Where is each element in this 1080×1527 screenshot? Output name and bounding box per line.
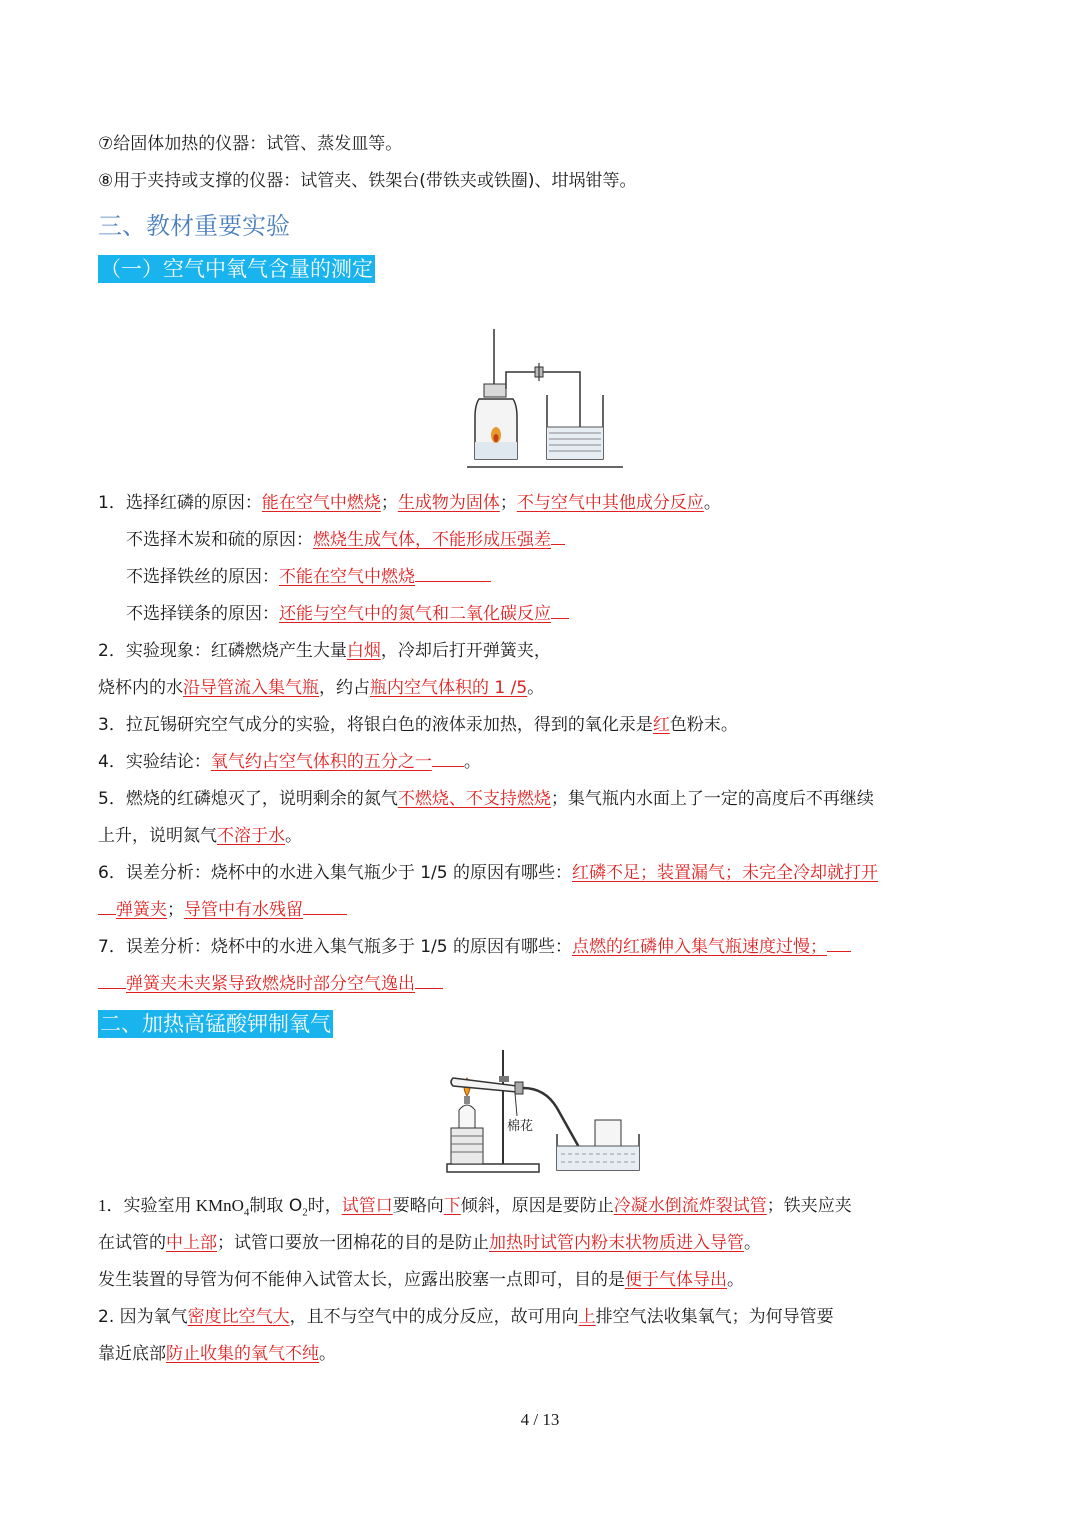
answer-spring-clip: 弹簧夹 <box>116 900 167 920</box>
phosphorus-apparatus-figure <box>465 327 625 472</box>
instrument-item-8: ⑧用于夹持或支撑的仪器：试管夹、铁架台(带铁夹或铁圈)、坩埚钳等。 <box>98 171 637 191</box>
answer-upper-middle: 中上部 <box>166 1233 217 1253</box>
subsection-title-kmno4: 二、加热高锰酸钾制氧气 <box>100 1012 331 1036</box>
answer-no-combustion: 不燃烧、不支持燃烧 <box>397 789 551 809</box>
answer-gas-export: 便于气体导出 <box>625 1270 727 1290</box>
q5-nitrogen-properties: 5．燃烧的红磷熄灭了，说明剩余的氮气不燃烧、不支持燃烧；集气瓶内水面上了一定的高度后不再继续 <box>98 789 874 809</box>
answer-clip-not-tight: 弹簧夹未夹紧导致燃烧时部分空气逸出 <box>126 974 415 994</box>
kmno4-q1: 1．实验室用 KMnO$_4$制取 $O_2$时，试管口要略向下倾斜，原因是要防止冷凝水倒流炸裂试管；铁夹应夹 <box>98 1196 852 1219</box>
section-heading: 三、教材重要实验 <box>98 212 290 240</box>
answer-water-residue: 导管中有水残留 <box>184 900 303 920</box>
answer-denser-than-air: 密度比空气大 <box>187 1307 290 1327</box>
q2-phenomenon: 2．实验现象：红磷燃烧产生大量白烟，冷却后打开弹簧夹， <box>98 641 551 661</box>
subsection-title-oxygen-content: （一）空气中氧气含量的测定 <box>100 257 373 281</box>
q6-error-less-cont: 弹簧夹；导管中有水残留 <box>98 898 347 922</box>
answer-slow-insertion: 点燃的红磷伸入集气瓶速度过慢； <box>571 937 827 957</box>
answer-reacts-n2-co2: 还能与空气中的氮气和二氧化碳反应 <box>279 604 551 624</box>
q6-error-less: 6．误差分析：烧杯中的水进入集气瓶少于 1/5 的原因有哪些：红磷不足；装置漏气；未完全冷却就打开 <box>98 863 878 883</box>
q7-error-more-cont <box>98 972 443 996</box>
q4-conclusion: 4．实验结论：氧气约占空气体积的五分之一 。 <box>98 752 481 772</box>
q1-red-phosphorus-reason: 1．选择红磷的原因：能在空气中燃烧；生成物为固体；不与空气中其他成分反应。 <box>98 493 721 513</box>
q7-error-more: 7．误差分析：烧杯中的水进入集气瓶多于 1/5 的原因有哪些：点燃的红磷伸入集气瓶速度过慢； <box>98 935 851 959</box>
answer-powder-enters-tube: 加热时试管内粉末状物质进入导管 <box>489 1233 744 1253</box>
answer-white-smoke: 白烟 <box>346 641 381 661</box>
answer-condensate: 冷凝水倒流炸裂试管 <box>613 1196 767 1216</box>
answer-insoluble: 不溶于水 <box>217 826 285 846</box>
answer-one-fifth: 瓶内空气体积的 1 /5 <box>370 678 528 698</box>
kmno4-q2-bottom: 靠近底部防止收集的氧气不纯。 <box>98 1344 336 1364</box>
answer-tube-mouth: 试管口 <box>341 1196 393 1216</box>
answer-oxygen-fifth: 氧气约占空气体积的五分之一 <box>210 752 432 772</box>
q5-nitrogen-solubility: 上升，说明氮气不溶于水。 <box>98 826 302 846</box>
q1-iron-wire-reason: 不选择铁丝的原因：不能在空气中燃烧 <box>126 565 491 589</box>
answer-burns-in-air: 能在空气中燃烧 <box>261 493 381 513</box>
answer-purity: 防止收集的氧气不纯 <box>166 1344 319 1364</box>
answer-no-reaction-other: 不与空气中其他成分反应 <box>516 493 704 513</box>
answer-solid-product: 生成物为固体 <box>397 493 500 513</box>
answer-down: 下 <box>443 1196 461 1216</box>
q3-lavoisier: 3．拉瓦锡研究空气成分的实验，将银白色的液体汞加热，得到的氧化汞是红色粉末。 <box>98 715 738 735</box>
kmno4-q1-tube-length: 发生装置的导管为何不能伸入试管太长，应露出胶塞一点即可，目的是便于气体导出。 <box>98 1270 744 1290</box>
kmno4-q2: 2. 因为氧气密度比空气大，且不与空气中的成分反应，故可用向上排空气法收集氧气；为何导管要 <box>98 1307 834 1327</box>
answer-water-enters-bottle: 沿导管流入集气瓶 <box>183 678 319 698</box>
answer-upward: 上 <box>578 1307 596 1327</box>
answer-error-less-1: 红磷不足；装置漏气；未完全冷却就打开 <box>571 863 878 883</box>
answer-no-burn-air: 不能在空气中燃烧 <box>279 567 415 587</box>
q1-charcoal-sulfur-reason: 不选择木炭和硫的原因：燃烧生成气体，不能形成压强差 <box>126 528 565 552</box>
kmno4-apparatus-figure <box>445 1048 645 1176</box>
q1-magnesium-reason: 不选择镁条的原因：还能与空气中的氮气和二氧化碳反应 <box>126 602 569 626</box>
q2-water-flow: 烧杯内的水沿导管流入集气瓶，约占瓶内空气体积的 1 /5。 <box>98 678 545 698</box>
kmno4-q1-clamp: 在试管的中上部；试管口要放一团棉花的目的是防止加热时试管内粉末状物质进入导管。 <box>98 1233 761 1253</box>
page-number: 4 / 13 <box>520 1410 560 1429</box>
cotton-label: 棉花 <box>507 1119 534 1134</box>
answer-red: 红 <box>652 715 670 735</box>
instrument-item-7: ⑦给固体加热的仪器：试管、蒸发皿等。 <box>98 134 403 154</box>
answer-gas-produced: 燃烧生成气体，不能形成压强差 <box>313 530 551 550</box>
